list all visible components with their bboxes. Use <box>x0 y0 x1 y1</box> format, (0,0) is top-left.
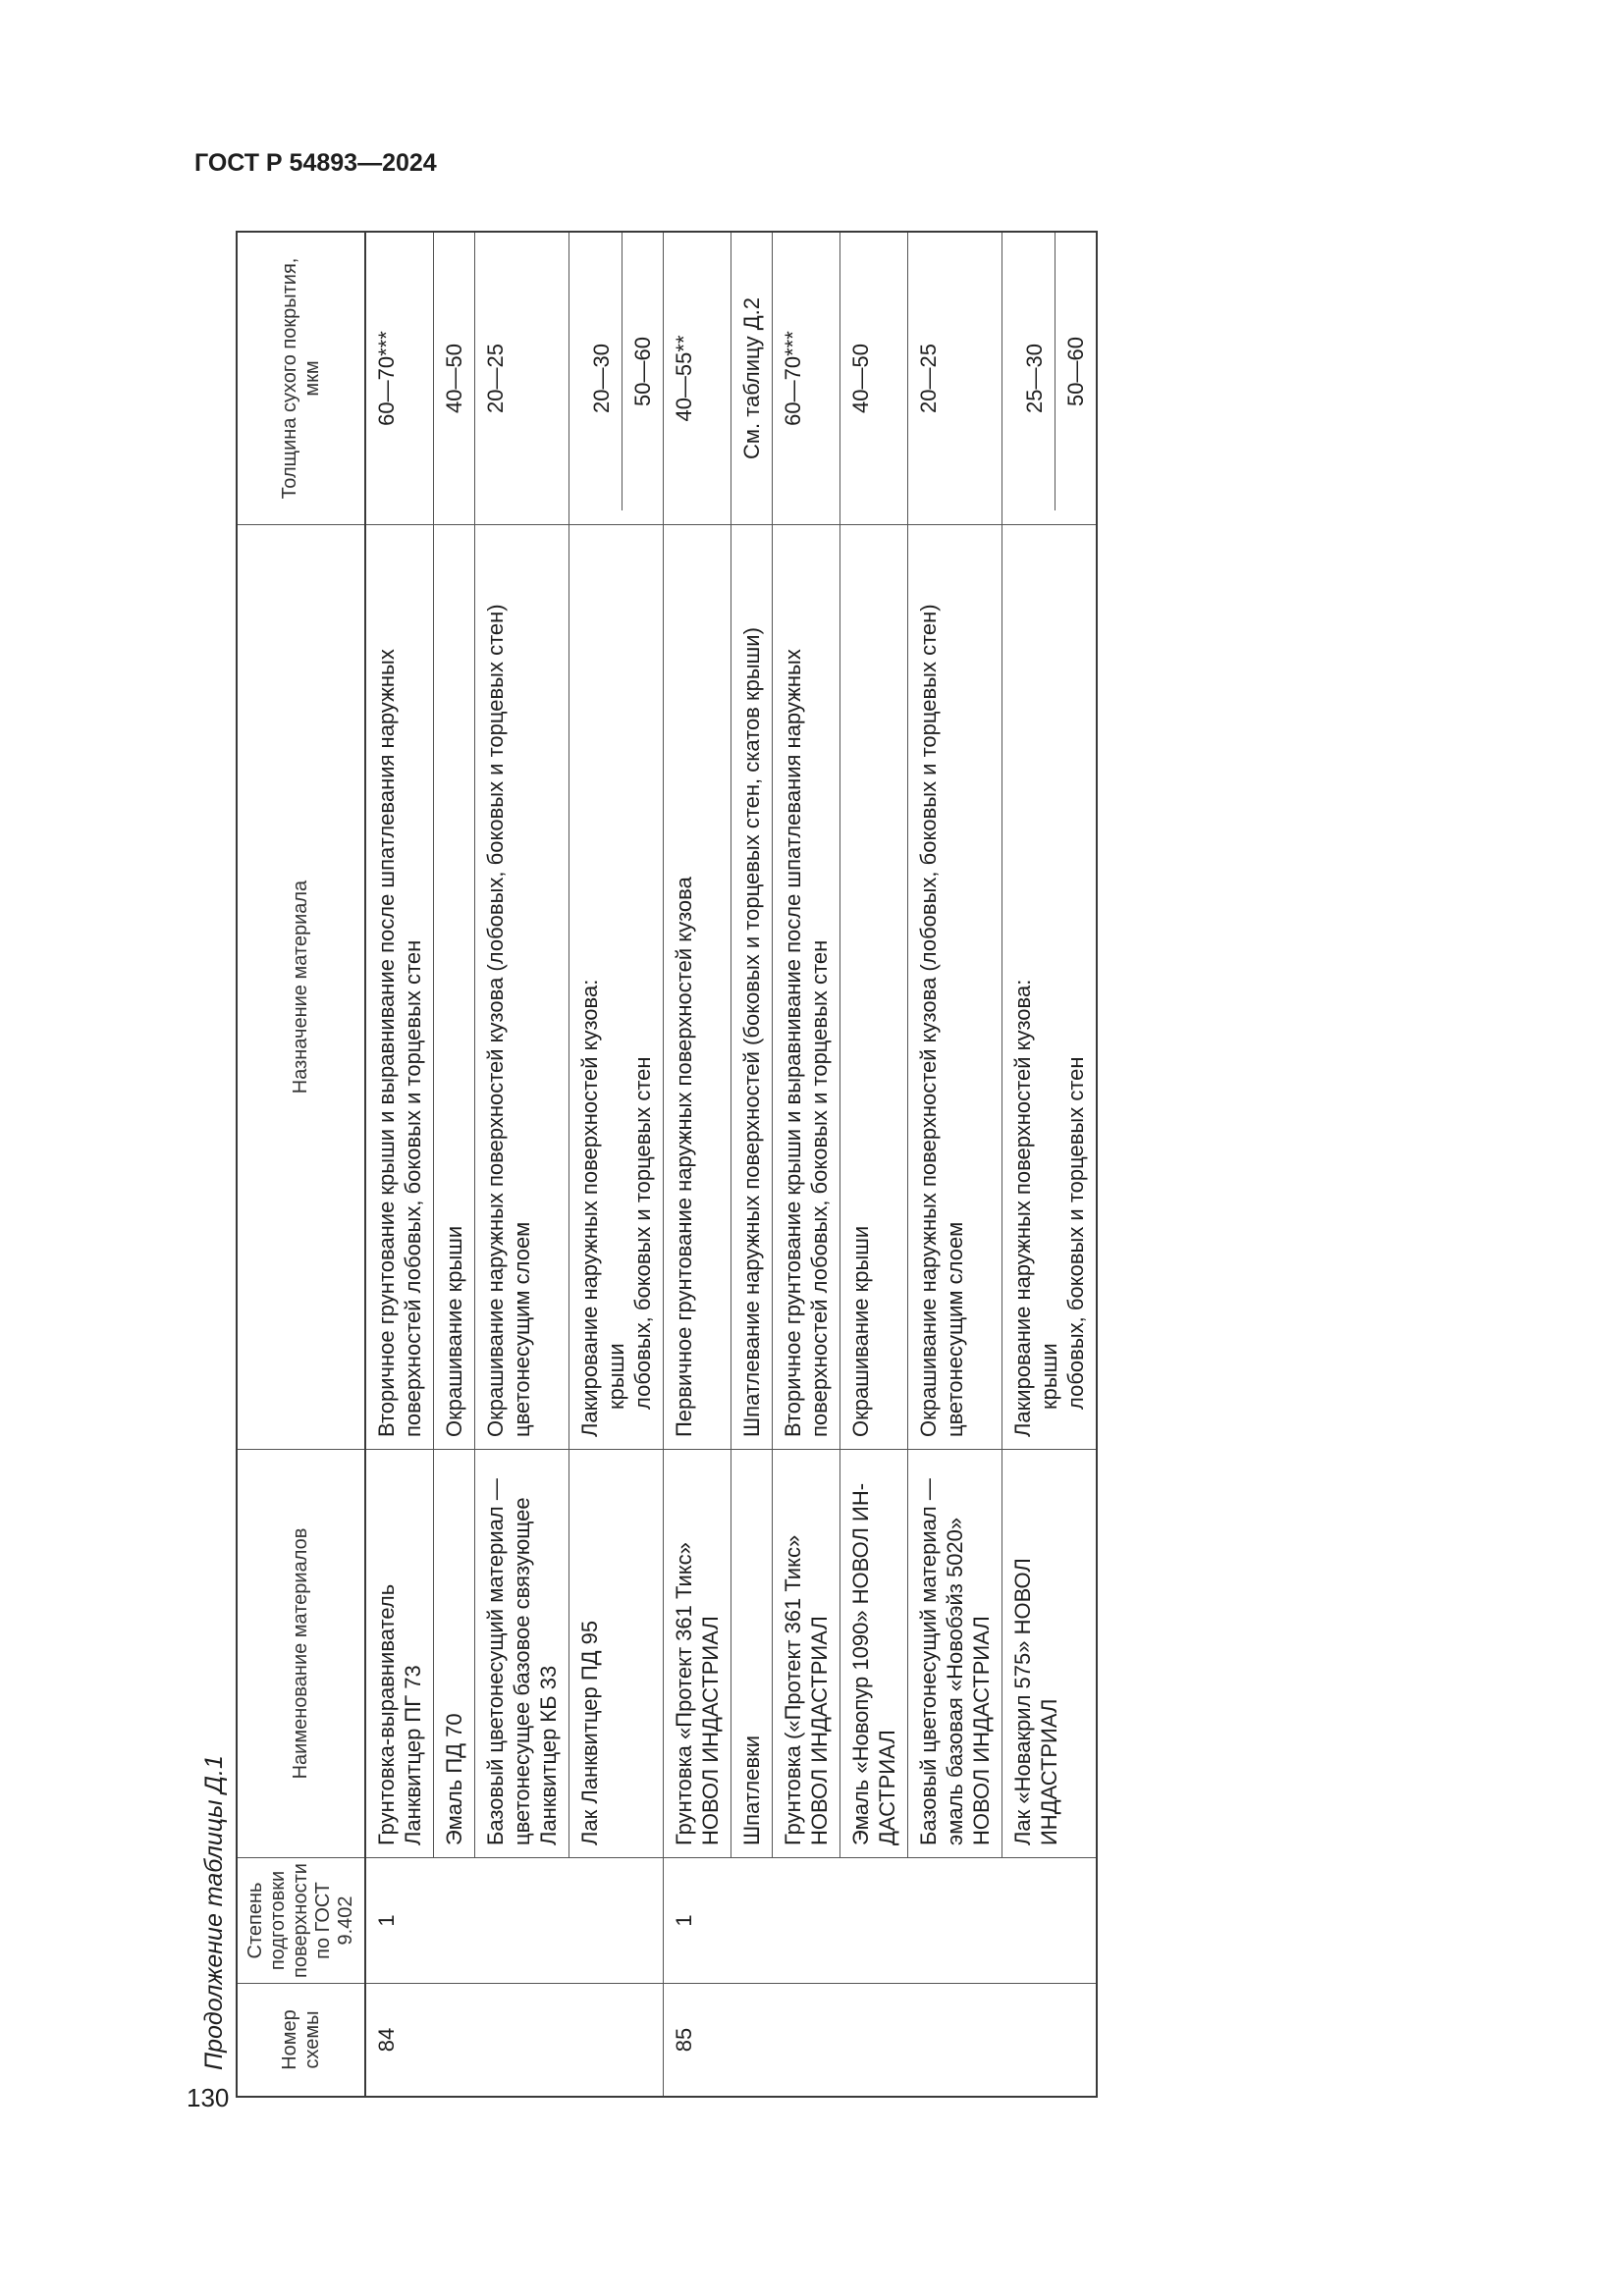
table-row <box>773 233 840 1857</box>
coating-thickness: 20—25 <box>916 344 941 413</box>
table-row <box>1002 233 1096 1857</box>
table-row <box>840 233 908 1857</box>
table-row <box>908 233 1002 1857</box>
coating-thickness: 60—70*** <box>374 331 399 426</box>
coating-thickness: 20—25 <box>483 344 508 413</box>
material-purpose: Окрашивание наружных поверхностей кузова (лобовых, боковых и торцевых стен) цветонесущим слоем <box>475 524 568 1449</box>
table-row <box>569 233 663 1857</box>
thickness-roof: 20—30 <box>589 344 614 413</box>
table-row <box>475 233 569 1857</box>
thickness-walls: 50—60 <box>622 233 663 510</box>
material-purpose: Вторичное грунтование крыши и выравнивание после шпатлевания наружных поверхностей лобовых, боковых и торцевых стен <box>773 524 839 1449</box>
material-name: Грунтовка «Протект 361 Тикс» НОВОЛ ИНДАСТРИАЛ <box>664 1449 731 1857</box>
rotated-table-area <box>192 203 1272 2098</box>
material-name: Лак «Новакрил 575» НОВОЛ ИНДАСТРИАЛ <box>1002 1449 1096 1857</box>
material-name: Грунтовка-выравниватель Ланквитцер ПГ 73 <box>366 1449 433 1857</box>
header-coating-thickness: Толщина сухого покрытия, мкм <box>278 257 323 500</box>
material-purpose: Окрашивание крыши <box>434 524 474 1449</box>
header-scheme-number: Номер схемы <box>238 1983 364 2096</box>
scheme-rows <box>664 233 1096 1857</box>
material-name: Базовый цветонесущий материал — цветонесущее базовое связующее Ланквитцер КБ 33 <box>475 1449 568 1857</box>
coating-schemes-table <box>236 231 1098 2098</box>
scheme-group <box>664 233 1096 2096</box>
purpose-sub-roof: крыши <box>604 1343 628 1410</box>
coating-thickness: 40—50 <box>848 344 873 413</box>
coating-thickness-split <box>1002 233 1096 524</box>
material-purpose: Шпатлевание наружных поверхностей (боковых и торцевых стен, скатов крыши) <box>731 524 772 1449</box>
purpose-sub-roof: крыши <box>1037 1343 1061 1410</box>
table-row <box>664 233 731 1857</box>
table-row <box>366 233 434 1857</box>
material-purpose: Окрашивание наружных поверхностей кузова (лобовых, боковых и торцевых стен) цветонесущим слоем <box>908 524 1001 1449</box>
surface-prep-degree: 1 <box>664 1857 1096 1983</box>
table-caption: Продолжение таблицы Д.1 <box>200 1755 228 2070</box>
document-code: ГОСТ Р 54893—2024 <box>194 149 437 177</box>
scheme-rows <box>366 233 663 1857</box>
material-purpose: Первичное грунтование наружных поверхностей кузова <box>664 524 731 1449</box>
surface-prep-degree: 1 <box>366 1857 663 1983</box>
scheme-number: 85 <box>664 1983 1096 2096</box>
material-purpose: Вторичное грунтование крыши и выравнивание после шпатлевания наружных поверхностей лобовых, боковых и торцевых стен <box>366 524 433 1449</box>
purpose-intro: Лакирование наружных поверхностей кузова: <box>577 979 602 1437</box>
coating-thickness-split <box>569 233 663 524</box>
material-purpose <box>569 524 663 1449</box>
purpose-intro: Лакирование наружных поверхностей кузова: <box>1010 979 1035 1437</box>
material-purpose <box>1002 524 1096 1449</box>
table-row <box>731 233 773 1857</box>
material-purpose: Окрашивание крыши <box>840 524 907 1449</box>
material-name: Базовый цветонесущий материал — эмаль базовая «Новобэйз 5020» НОВОЛ ИНДАСТРИАЛ <box>908 1449 1001 1857</box>
material-name: Лак Ланквитцер ПД 95 <box>569 1449 663 1857</box>
scheme-number: 84 <box>366 1983 663 2096</box>
purpose-sub-walls: лобовых, боковых и торцевых стен <box>1063 1056 1088 1410</box>
purpose-sub-walls: лобовых, боковых и торцевых стен <box>630 1056 655 1410</box>
material-name: Эмаль «Новопур 1090» НОВОЛ ИН-ДАСТРИАЛ <box>840 1449 907 1857</box>
page-number: 130 <box>187 2083 230 2112</box>
header-surface-prep: Степень подготовки поверхности по ГОСТ 9.402 <box>238 1857 364 1983</box>
scheme-group <box>366 233 664 2096</box>
thickness-roof: 25—30 <box>1022 344 1047 413</box>
thickness-walls: 50—60 <box>1055 233 1096 510</box>
coating-thickness: См. таблицу Д.2 <box>739 297 764 459</box>
material-name: Грунтовка («Протект 361 Тикс» НОВОЛ ИНДАСТРИАЛ <box>773 1449 839 1857</box>
coating-thickness: 60—70*** <box>781 331 805 426</box>
header-material-purpose: Назначение материала <box>238 524 364 1449</box>
table-row <box>434 233 475 1857</box>
material-name: Эмаль ПД 70 <box>434 1449 474 1857</box>
header-material-name: Наименование материалов <box>238 1449 364 1857</box>
coating-thickness: 40—55** <box>672 335 696 422</box>
table-header-row <box>238 233 366 2096</box>
material-name: Шпатлевки <box>731 1449 772 1857</box>
coating-thickness: 40—50 <box>442 344 466 413</box>
